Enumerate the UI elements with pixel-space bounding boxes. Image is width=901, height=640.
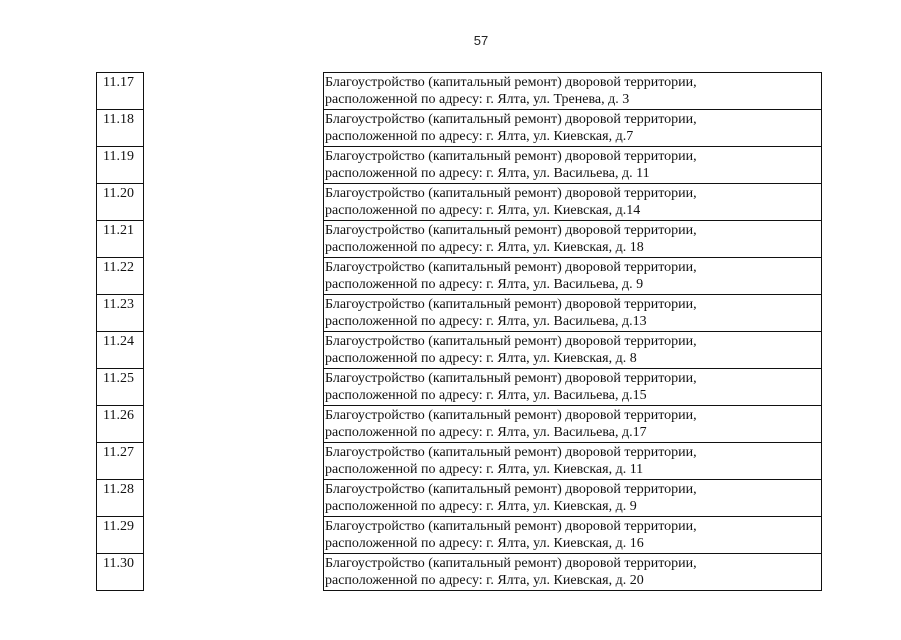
item-description-cell xyxy=(324,406,821,443)
description-line-1: Благоустройство (капитальный ремонт) дворовой территории, xyxy=(325,556,697,571)
description-line-1: Благоустройство (капитальный ремонт) дворовой территории, xyxy=(325,223,697,238)
item-description-cell xyxy=(324,295,821,332)
page-number: 57 xyxy=(473,33,489,48)
description-line-1: Благоустройство (капитальный ремонт) дворовой территории, xyxy=(325,75,697,90)
description-line-2: расположенной по адресу: г. Ялта, ул. Киевская, д. 16 xyxy=(325,536,644,551)
item-number-cell: 11.26 xyxy=(97,406,143,443)
description-line-2: расположенной по адресу: г. Ялта, ул. Киевская, д.7 xyxy=(325,129,634,144)
item-number-cell: 11.20 xyxy=(97,184,143,221)
description-line-2: расположенной по адресу: г. Ялта, ул. Киевская, д. 11 xyxy=(325,462,644,477)
description-line-2: расположенной по адресу: г. Ялта, ул. Васильева, д.15 xyxy=(325,388,647,403)
item-description-cell xyxy=(324,184,821,221)
item-number-cell: 11.27 xyxy=(97,443,143,480)
description-line-1: Благоустройство (капитальный ремонт) дворовой территории, xyxy=(325,186,697,201)
description-line-2: расположенной по адресу: г. Ялта, ул. Киевская, д. 18 xyxy=(325,240,644,255)
description-line-1: Благоустройство (капитальный ремонт) дворовой территории, xyxy=(325,445,697,460)
item-description-cell xyxy=(324,73,821,110)
description-line-2: расположенной по адресу: г. Ялта, ул. Васильева, д.17 xyxy=(325,425,647,440)
item-number-cell: 11.30 xyxy=(97,554,143,591)
item-number-cell: 11.25 xyxy=(97,369,143,406)
description-line-1: Благоустройство (капитальный ремонт) дворовой территории, xyxy=(325,482,697,497)
item-description-cell xyxy=(324,517,821,554)
description-line-2: расположенной по адресу: г. Ялта, ул. Киевская, д. 9 xyxy=(325,499,637,514)
description-line-1: Благоустройство (капитальный ремонт) дворовой территории, xyxy=(325,334,697,349)
item-description-cell xyxy=(324,221,821,258)
item-number-cell: 11.24 xyxy=(97,332,143,369)
description-line-1: Благоустройство (капитальный ремонт) дворовой территории, xyxy=(325,260,697,275)
item-number-column xyxy=(96,72,144,591)
item-description-cell xyxy=(324,258,821,295)
description-line-1: Благоустройство (капитальный ремонт) дворовой территории, xyxy=(325,149,697,164)
item-description-column xyxy=(323,72,822,591)
description-line-2: расположенной по адресу: г. Ялта, ул. Васильева, д. 11 xyxy=(325,166,650,181)
item-number-cell: 11.22 xyxy=(97,258,143,295)
item-number-cell: 11.23 xyxy=(97,295,143,332)
item-description-cell xyxy=(324,554,821,591)
description-line-1: Благоустройство (капитальный ремонт) дворовой территории, xyxy=(325,112,697,127)
item-description-cell xyxy=(324,369,821,406)
description-line-2: расположенной по адресу: г. Ялта, ул. Васильева, д. 9 xyxy=(325,277,644,292)
item-description-cell xyxy=(324,110,821,147)
description-line-1: Благоустройство (капитальный ремонт) дворовой территории, xyxy=(325,371,697,386)
item-number-cell: 11.29 xyxy=(97,517,143,554)
item-number-cell: 11.21 xyxy=(97,221,143,258)
description-line-2: расположенной по адресу: г. Ялта, ул. Киевская, д.14 xyxy=(325,203,641,218)
description-line-1: Благоустройство (капитальный ремонт) дворовой территории, xyxy=(325,297,697,312)
description-line-1: Благоустройство (капитальный ремонт) дворовой территории, xyxy=(325,408,697,423)
item-description-cell xyxy=(324,147,821,184)
item-description-cell xyxy=(324,480,821,517)
item-number-cell: 11.28 xyxy=(97,480,143,517)
description-line-2: расположенной по адресу: г. Ялта, ул. Тренева, д. 3 xyxy=(325,92,630,107)
item-description-cell xyxy=(324,443,821,480)
description-line-2: расположенной по адресу: г. Ялта, ул. Киевская, д. 20 xyxy=(325,573,644,588)
item-number-cell: 11.19 xyxy=(97,147,143,184)
item-description-cell xyxy=(324,332,821,369)
item-number-cell: 11.18 xyxy=(97,110,143,147)
description-line-2: расположенной по адресу: г. Ялта, ул. Киевская, д. 8 xyxy=(325,351,637,366)
description-line-1: Благоустройство (капитальный ремонт) дворовой территории, xyxy=(325,519,697,534)
item-number-cell: 11.17 xyxy=(97,73,143,110)
description-line-2: расположенной по адресу: г. Ялта, ул. Васильева, д.13 xyxy=(325,314,647,329)
